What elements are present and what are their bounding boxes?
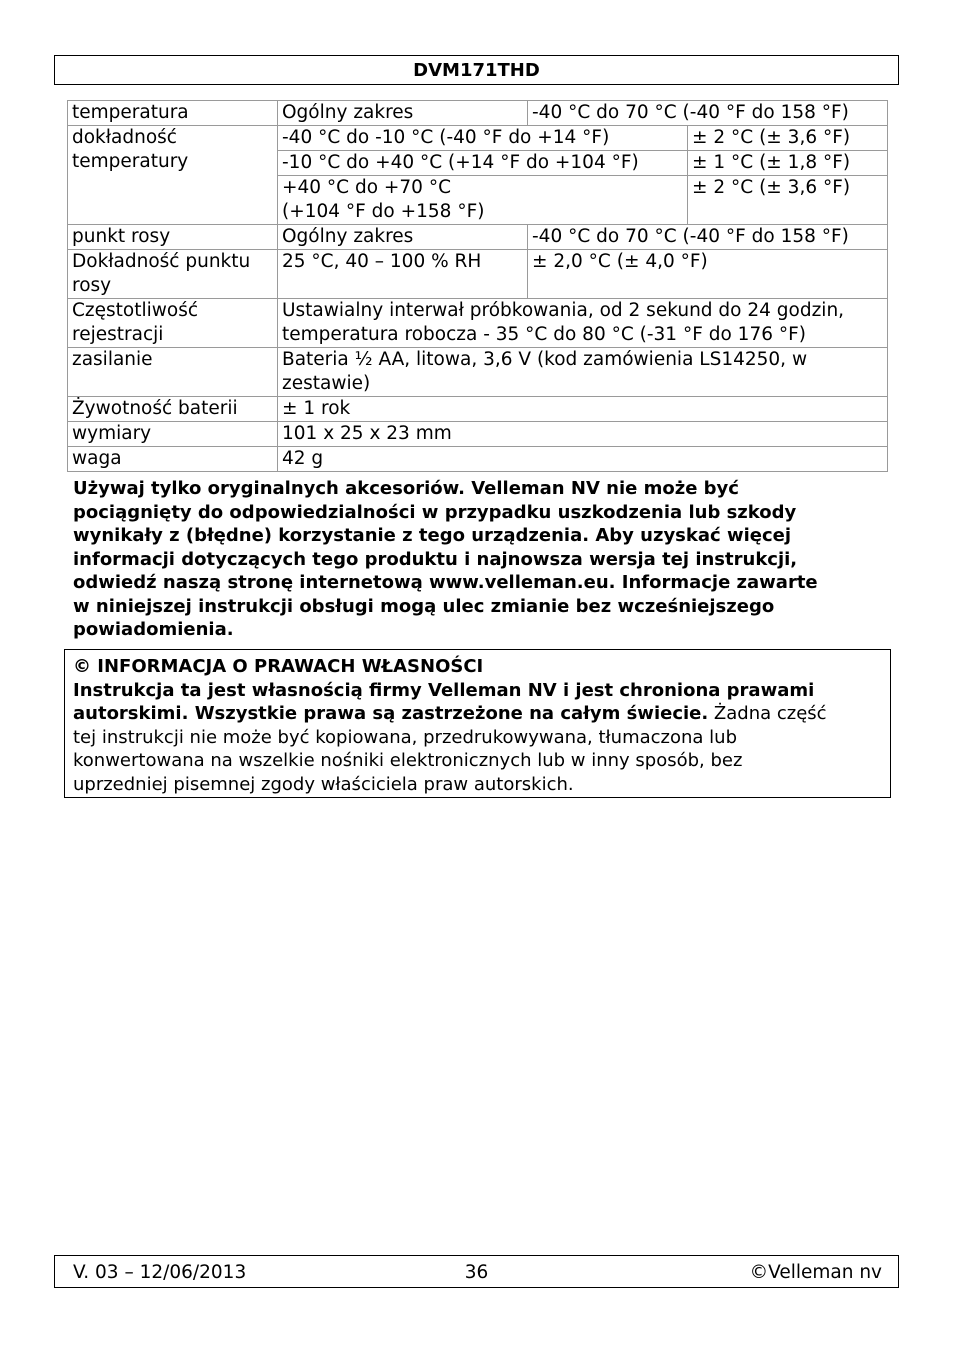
- document-footer: [54, 1255, 899, 1288]
- spec-table: [67, 100, 888, 472]
- copyright-line: [73, 702, 882, 726]
- copyright-line: Instrukcja ta jest własnością firmy Velleman NV i jest chroniona prawami: [73, 679, 815, 701]
- spec-label: Dokładność punktu rosy: [68, 250, 278, 299]
- table-row: [68, 101, 888, 126]
- spec-value: Bateria ½ AA, litowa, 3,6 V (kod zamówienia LS14250, w zestawie): [278, 348, 888, 397]
- spec-range: Ogólny zakres: [278, 225, 528, 250]
- spec-label: waga: [68, 447, 278, 472]
- copyright-box: [64, 649, 891, 798]
- table-row: [68, 126, 888, 151]
- spec-label: wymiary: [68, 422, 278, 447]
- spec-range: Ogólny zakres: [278, 101, 528, 126]
- spec-range-line: (+104 °F do +158 °F): [282, 201, 485, 222]
- spec-value: 42 g: [278, 447, 888, 472]
- footer-version: V. 03 – 12/06/2013: [73, 1262, 247, 1283]
- copyright-normal-text: Żadna część: [708, 703, 827, 724]
- table-row: [68, 422, 888, 447]
- accessories-notice: [73, 477, 888, 642]
- footer-page-number: 36: [464, 1262, 489, 1283]
- spec-value: ± 2 °C (± 3,6 °F): [688, 176, 888, 225]
- model-title: DVM171THD: [413, 60, 540, 81]
- spec-range: -10 °C do +40 °C (+14 °F do +104 °F): [278, 151, 688, 176]
- spec-label: zasilanie: [68, 348, 278, 397]
- notice-line: wynikały z (błędne) korzystanie z tego urządzenia. Aby uzyskać więcej: [73, 525, 792, 546]
- footer-copyright: ©Velleman nv: [749, 1262, 882, 1283]
- table-row: [68, 397, 888, 422]
- spec-label: punkt rosy: [68, 225, 278, 250]
- spec-value: -40 °C do 70 °C (-40 °F do 158 °F): [528, 101, 888, 126]
- spec-value: Ustawialny interwał próbkowania, od 2 sekund do 24 godzin, temperatura robocza - 35 °C do 80 °C (-31 °F do 176 °F): [278, 299, 888, 348]
- spec-label: Częstotliwość rejestracji: [68, 299, 278, 348]
- spec-range: 25 °C, 40 – 100 % RH: [278, 250, 528, 299]
- spec-range-line: +40 °C do +70 °C: [282, 177, 452, 198]
- notice-line: pociągnięty do odpowiedzialności w przypadku uszkodzenia lub szkody: [73, 501, 797, 523]
- spec-label: dokładność temperatury: [68, 126, 278, 225]
- spec-value: ± 2,0 °C (± 4,0 °F): [528, 250, 888, 299]
- table-row: [68, 447, 888, 472]
- table-row: [68, 299, 888, 348]
- copyright-title: © INFORMACJA O PRAWACH WŁASNOŚCI: [73, 656, 484, 677]
- spec-value: ± 1 °C (± 1,8 °F): [688, 151, 888, 176]
- spec-label: temperatura: [68, 101, 278, 126]
- copyright-line: tej instrukcji nie może być kopiowana, przedrukowywana, tłumaczona lub: [73, 726, 737, 748]
- notice-line: informacji dotyczących tego produktu i najnowsza wersja tej instrukcji,: [73, 548, 798, 570]
- spec-value: -40 °C do 70 °C (-40 °F do 158 °F): [528, 225, 888, 250]
- copyright-line: uprzedniej pisemnej zgody właściciela praw autorskich.: [73, 773, 574, 795]
- table-row: [68, 225, 888, 250]
- spec-value: 101 x 25 x 23 mm: [278, 422, 888, 447]
- copyright-line: konwertowana na wszelkie nośniki elektronicznych lub w inny sposób, bez: [73, 750, 743, 771]
- notice-line: Używaj tylko oryginalnych akcesoriów. Velleman NV nie może być: [73, 478, 739, 499]
- copyright-bold-text: autorskimi. Wszystkie prawa są zastrzeżone na całym świecie.: [73, 703, 709, 724]
- spec-value: ± 1 rok: [278, 397, 888, 422]
- spec-label: Żywotność baterii: [68, 397, 278, 422]
- spec-value: ± 2 °C (± 3,6 °F): [688, 126, 888, 151]
- spec-range: [278, 176, 688, 225]
- document-header: [54, 55, 899, 85]
- spec-range: -40 °C do -10 °C (-40 °F do +14 °F): [278, 126, 688, 151]
- table-row: [68, 348, 888, 397]
- notice-line: odwiedź naszą stronę internetową www.velleman.eu. Informacje zawarte: [73, 572, 818, 593]
- notice-line: powiadomienia.: [73, 619, 234, 640]
- table-row: [68, 250, 888, 299]
- notice-line: w niniejszej instrukcji obsługi mogą ulec zmianie bez wcześniejszego: [73, 595, 775, 617]
